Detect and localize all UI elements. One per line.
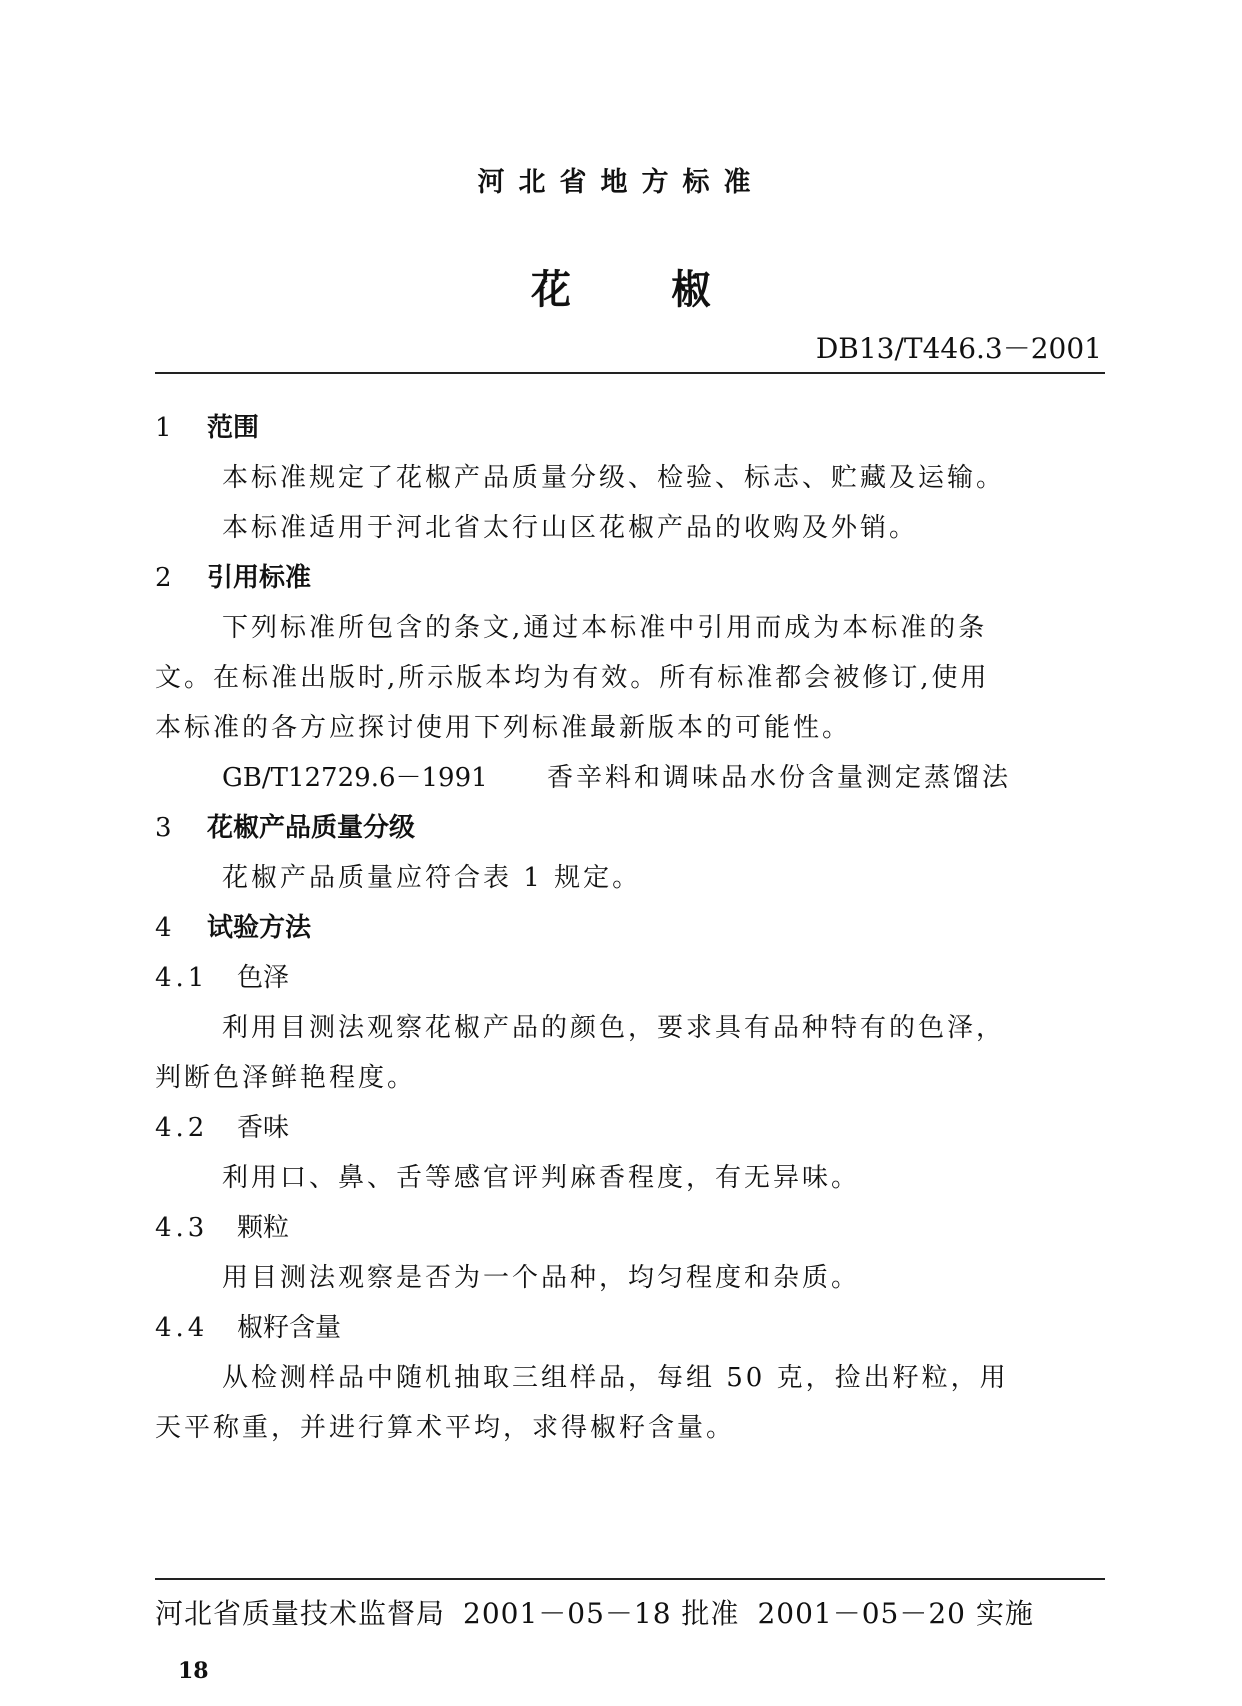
section-1-paragraph-1: 本标准规定了花椒产品质量分级、检验、标志、贮藏及运输。 xyxy=(222,463,1006,493)
approving-authority: 河北省质量技术监督局 xyxy=(155,1597,446,1630)
page-number: 18 xyxy=(178,1658,209,1684)
section-4-4-heading: 4.4 椒籽含量 xyxy=(155,1313,342,1343)
section-3-paragraph: 花椒产品质量应符合表 1 规定。 xyxy=(222,863,642,893)
section-4-1-line-2: 判断色泽鲜艳程度。 xyxy=(155,1063,417,1093)
section-4-1-heading: 4.1 色泽 xyxy=(155,963,290,993)
section-4-3-paragraph: 用目测法观察是否为一个品种，均匀程度和杂质。 xyxy=(222,1263,861,1293)
implementation-date: 2001－05－20 实施 xyxy=(757,1597,1034,1630)
normative-reference xyxy=(222,757,1011,794)
section-4-2-paragraph: 利用口、鼻、舌等感官评判麻香程度，有无异味。 xyxy=(222,1163,861,1193)
document-title: 花椒 xyxy=(531,267,811,313)
approval-date: 2001－05－18 批准 xyxy=(463,1597,740,1630)
header-divider xyxy=(155,372,1105,374)
section-2-line-1: 下列标准所包含的条文,通过本标准中引用而成为本标准的条 xyxy=(222,613,988,643)
section-4-heading: 4 试验方法 xyxy=(155,913,312,943)
section-1-paragraph-2: 本标准适用于河北省太行山区花椒产品的收购及外销。 xyxy=(222,513,919,543)
footer-divider xyxy=(155,1578,1105,1580)
section-4-3-heading: 4.3 颗粒 xyxy=(155,1213,290,1243)
standard-category: 河北省地方标准 xyxy=(477,167,765,198)
reference-code: GB/T12729.6－1991 xyxy=(222,763,488,793)
standard-code: DB13/T446.3－2001 xyxy=(815,332,1102,365)
section-1-heading: 1 范围 xyxy=(155,413,260,443)
section-4-2-heading: 4.2 香味 xyxy=(155,1113,290,1143)
section-2-heading: 2 引用标准 xyxy=(155,563,312,593)
section-4-4-line-1: 从检测样品中随机抽取三组样品，每组 50 克，捡出籽粒，用 xyxy=(222,1363,1009,1393)
section-2-line-2: 文。在标准出版时,所示版本均为有效。所有标准都会被修订,使用 xyxy=(155,663,990,693)
approval-line xyxy=(155,1592,1052,1632)
section-3-heading: 3 花椒产品质量分级 xyxy=(155,813,416,843)
section-4-4-line-2: 天平称重，并进行算术平均，求得椒籽含量。 xyxy=(155,1413,736,1443)
reference-title: 香辛料和调味品水份含量测定蒸馏法 xyxy=(547,763,1012,793)
section-4-1-line-1: 利用目测法观察花椒产品的颜色，要求具有品种特有的色泽， xyxy=(222,1013,1006,1043)
section-2-line-3: 本标准的各方应探讨使用下列标准最新版本的可能性。 xyxy=(155,713,852,743)
